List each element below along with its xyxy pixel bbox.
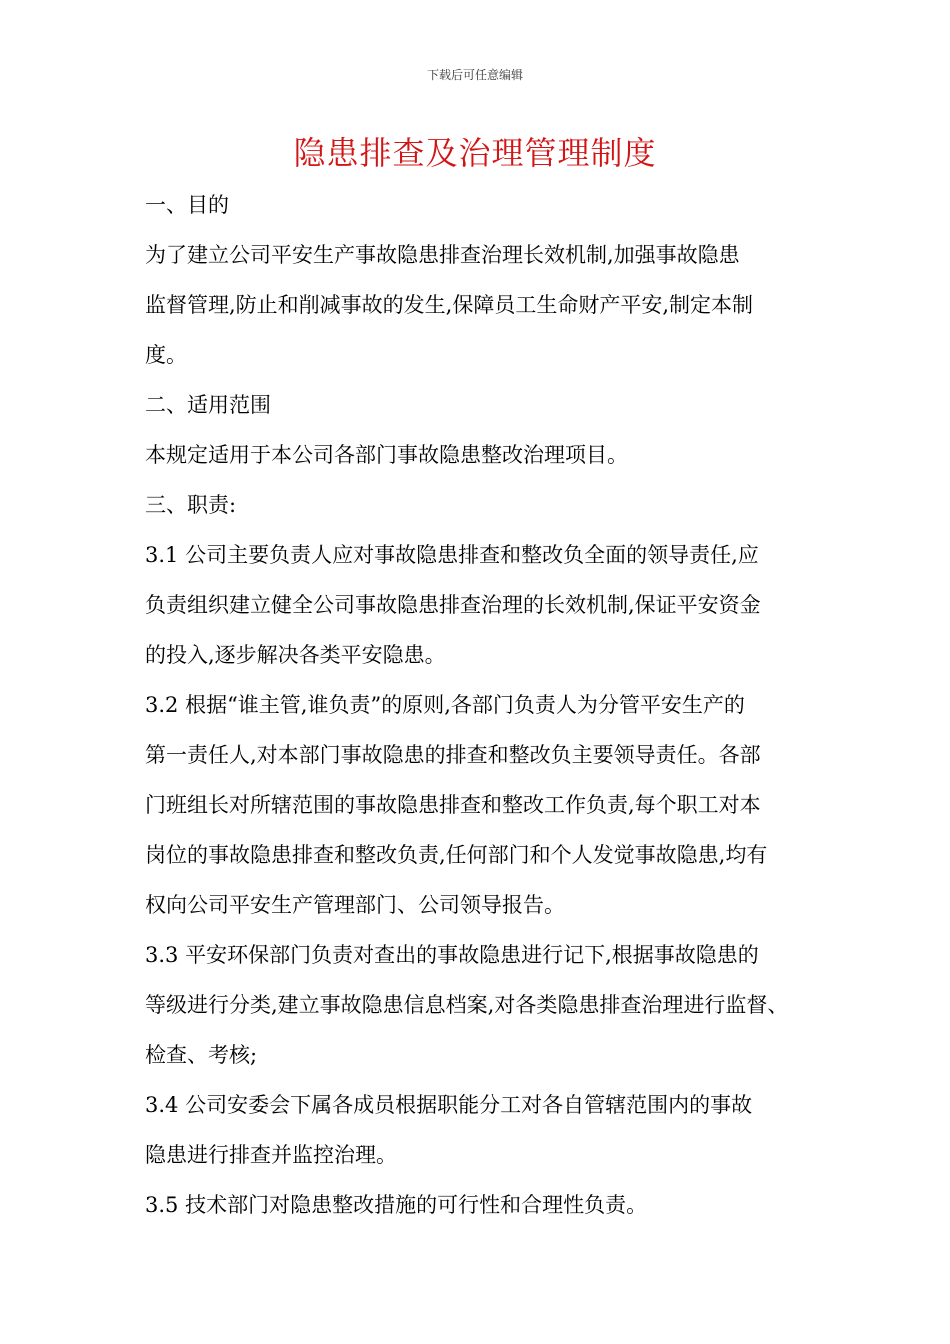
paragraph-line: 度。 [145,343,187,367]
paragraph-line: 3.5 技术部门对隐患整改措施的可行性和合理性负责。 [145,1193,648,1217]
paragraph-line: 权向公司平安生产管理部门、公司领导报告。 [145,893,565,917]
paragraph-line: 3.4 公司安委会下属各成员根据职能分工对各自管辖范围内的事故 [145,1093,753,1117]
section-heading-purpose: 一、目的 [145,193,229,217]
paragraph-line: 本规定适用于本公司各部门事故隐患整改治理项目。 [145,443,628,467]
paragraph-line: 第一责任人,对本部门事故隐患的排查和整改负主要领导责任。各部 [145,743,761,767]
section-heading-responsibilities: 三、职责: [145,493,237,517]
paragraph-line: 检查、考核; [145,1043,258,1067]
paragraph-line: 3.3 平安环保部门负责对查出的事故隐患进行记下,根据事故隐患的 [145,943,759,967]
paragraph-line: 3.1 公司主要负责人应对事故隐患排查和整改负全面的领导责任,应 [145,543,759,567]
paragraph-line: 门班组长对所辖范围的事故隐患排查和整改工作负责,每个职工对本 [145,793,761,817]
paragraph-line: 岗位的事故隐患排查和整改负责,任何部门和个人发觉事故隐患,均有 [145,843,768,867]
page-header-note: 下载后可任意编辑 [426,68,523,82]
paragraph-line: 3.2 根据“谁主管,谁负责”的原则,各部门负责人为分管平安生产的 [145,693,745,717]
paragraph-line: 负责组织建立健全公司事故隐患排查治理的长效机制,保证平安资金 [145,593,761,617]
document-body [145,180,817,1230]
paragraph-line: 为了建立公司平安生产事故隐患排查治理长效机制,加强事故隐患 [145,243,740,267]
paragraph-line: 等级进行分类,建立事故隐患信息档案,对各类隐患排查治理进行监督、 [145,993,789,1017]
paragraph-line: 监督管理,防止和削减事故的发生,保障员工生命财产平安,制定本制 [145,293,754,317]
paragraph-line: 的投入,逐步解决各类平安隐患。 [145,643,446,667]
section-heading-scope: 二、适用范围 [145,393,271,417]
paragraph-line: 隐患进行排查并监控治理。 [145,1143,397,1167]
document-title: 隐患排查及治理管理制度 [293,134,657,172]
